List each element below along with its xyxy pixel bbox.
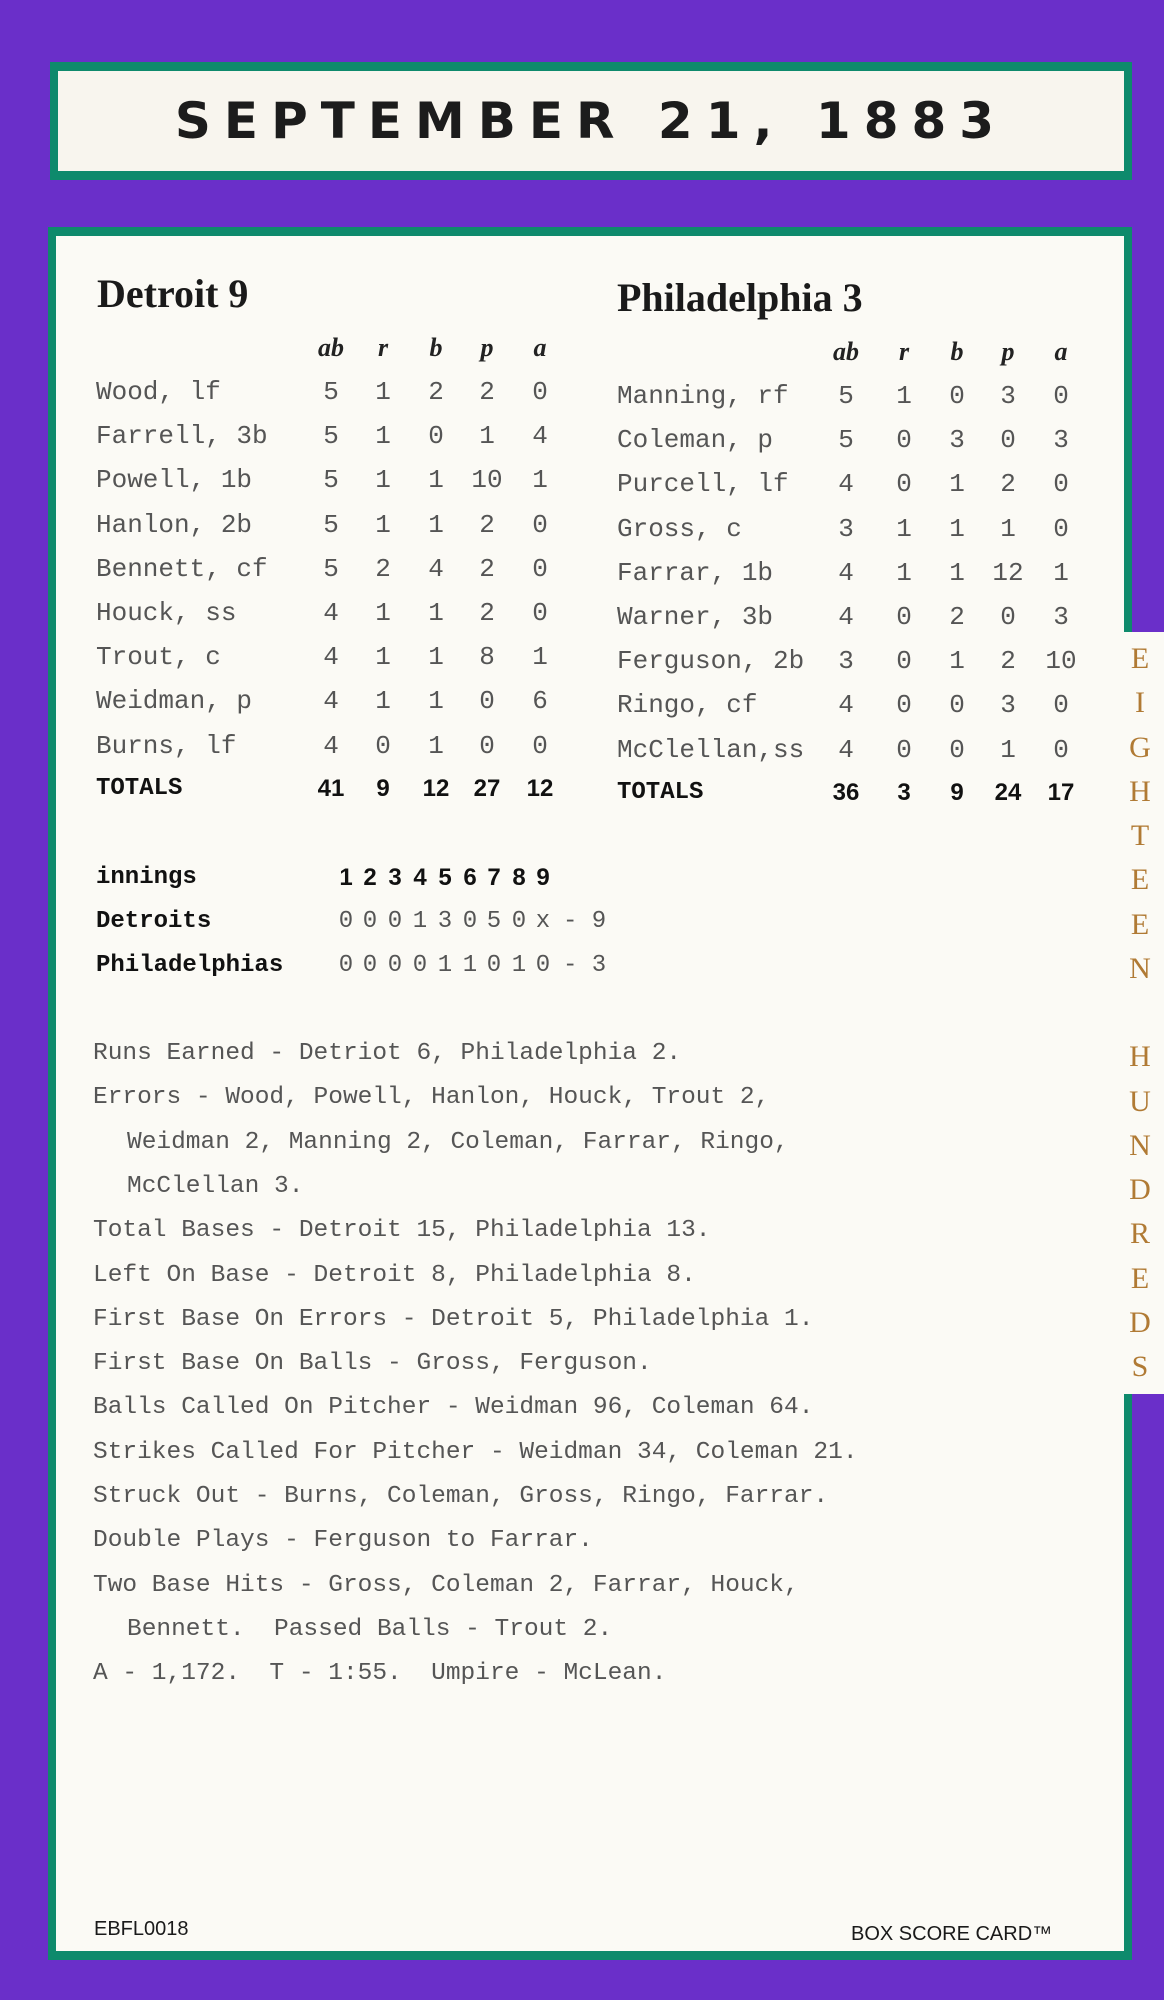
away-col-header-r: r — [898, 337, 910, 366]
side-tab-letter: T — [1130, 819, 1150, 852]
inning-score: 3 — [437, 908, 453, 935]
side-tab-label — [1116, 642, 1164, 1384]
away-stat-a: 10 — [1045, 646, 1077, 677]
away-stat-r: 1 — [896, 557, 912, 588]
home-stat-a: 1 — [532, 465, 548, 496]
home-stat-ab: 5 — [323, 421, 339, 452]
home-stat-a: 6 — [532, 686, 548, 717]
away-stat-r: 0 — [896, 734, 912, 765]
home-player-name: Hanlon, 2b — [96, 509, 253, 540]
inning-score: 0 — [387, 952, 403, 979]
side-tab-letter: S — [1131, 1350, 1149, 1383]
away-stat-r: 0 — [896, 469, 912, 500]
home-stat-p: 10 — [471, 465, 503, 496]
away-stat-a: 3 — [1053, 602, 1069, 632]
side-tab-letter: E — [1130, 863, 1150, 897]
game-note: Runs Earned - Detriot 6, Philadelphia 2. — [93, 1040, 682, 1067]
home-stat-p: 2 — [479, 509, 495, 540]
home-player-name: Burns, lf — [96, 730, 237, 761]
away-team-title: Philadelphia 3 — [617, 275, 863, 320]
away-stat-p: 2 — [1000, 469, 1016, 500]
home-player-name: Powell, 1b — [96, 465, 253, 496]
home-stat-a: 0 — [532, 730, 548, 761]
home-total-b: 12 — [422, 775, 450, 802]
home-stat-p: 0 — [479, 686, 495, 717]
home-stat-b: 1 — [428, 686, 444, 717]
home-stat-ab: 5 — [323, 465, 339, 496]
inning-score: 0 — [535, 952, 551, 979]
home-player-name: Trout, c — [96, 642, 221, 673]
home-stat-ab: 4 — [323, 686, 339, 717]
inning-number: 2 — [363, 864, 377, 891]
away-stat-b: 1 — [949, 557, 965, 588]
away-stat-b: 1 — [949, 513, 965, 544]
home-stat-r: 1 — [375, 377, 391, 407]
inning-number: 1 — [339, 864, 353, 891]
inning-number: 6 — [463, 864, 477, 891]
inning-number: 7 — [487, 864, 501, 891]
home-stat-r: 1 — [375, 642, 391, 673]
away-stat-b: 0 — [949, 381, 965, 411]
home-col-header-ab: ab — [318, 333, 344, 362]
home-stat-b: 1 — [428, 642, 444, 673]
home-stat-p: 8 — [479, 642, 495, 673]
away-col-header-a: a — [1054, 337, 1068, 366]
game-note: Balls Called On Pitcher - Weidman 96, Coleman 64. — [93, 1394, 814, 1422]
inning-score: 0 — [486, 952, 502, 979]
away-total-p: 24 — [994, 779, 1022, 806]
home-stat-a: 0 — [532, 377, 548, 407]
away-col-header-p: p — [1001, 337, 1015, 366]
game-note: Weidman 2, Manning 2, Coleman, Farrar, Ringo, — [127, 1128, 789, 1156]
away-total-a: 17 — [1047, 779, 1075, 806]
inning-number: 3 — [388, 864, 402, 891]
inning-score: 0 — [362, 952, 378, 979]
home-stat-b: 1 — [428, 730, 444, 761]
inning-score: 1 — [412, 908, 428, 935]
away-total-ab: 36 — [832, 779, 860, 806]
inning-score: 0 — [387, 908, 403, 935]
home-player-name: Wood, lf — [96, 377, 221, 407]
home-stat-r: 1 — [375, 509, 391, 540]
home-stat-p: 1 — [479, 421, 495, 452]
inning-score: 1 — [437, 952, 453, 979]
home-stat-ab: 5 — [323, 377, 339, 407]
home-stat-ab: 4 — [323, 730, 339, 761]
side-tab-letter — [1136, 996, 1144, 1030]
home-stat-p: 2 — [479, 598, 495, 628]
side-tab-letter: N — [1129, 951, 1151, 985]
away-player-name: Ferguson, 2b — [617, 646, 805, 677]
home-player-name: Farrell, 3b — [96, 421, 268, 452]
home-player-name: Weidman, p — [96, 686, 253, 717]
game-note: First Base On Errors - Detroit 5, Philadelphia 1. — [93, 1305, 814, 1333]
away-stat-a: 0 — [1053, 690, 1069, 721]
header-panel — [58, 71, 1124, 171]
away-total-b: 9 — [950, 779, 964, 806]
home-stat-p: 0 — [479, 730, 495, 761]
away-stat-p: 12 — [992, 557, 1024, 588]
away-stat-r: 0 — [896, 425, 912, 456]
linescore-total: - 9 — [563, 908, 607, 935]
away-stat-ab: 4 — [838, 557, 854, 588]
game-note: Two Base Hits - Gross, Coleman 2, Farrar, Houck, — [93, 1571, 799, 1599]
away-stat-ab: 4 — [838, 734, 854, 765]
side-tab-letter: G — [1129, 730, 1151, 764]
away-stat-p: 1 — [1000, 734, 1016, 765]
home-stat-r: 1 — [375, 421, 391, 452]
away-stat-a: 0 — [1053, 469, 1069, 500]
home-player-name: Bennett, cf — [96, 553, 268, 584]
away-stat-p: 0 — [1000, 602, 1016, 632]
away-stat-a: 3 — [1053, 425, 1069, 456]
game-note: Double Plays - Ferguson to Farrar. — [93, 1527, 593, 1555]
game-note: Bennett. Passed Balls - Trout 2. — [127, 1615, 613, 1643]
innings-label: innings — [96, 864, 197, 891]
away-player-name: Warner, 3b — [617, 602, 774, 632]
home-stat-b: 0 — [428, 421, 444, 452]
inning-score: 0 — [338, 908, 354, 935]
side-tab-letter: R — [1129, 1217, 1150, 1251]
game-note: Strikes Called For Pitcher - Weidman 34, Coleman 21. — [93, 1438, 858, 1466]
inning-score: x — [535, 908, 551, 935]
away-stat-ab: 3 — [838, 646, 854, 677]
away-stat-r: 1 — [896, 381, 912, 411]
away-stat-a: 0 — [1053, 734, 1069, 765]
away-player-name: Purcell, lf — [617, 469, 789, 500]
away-player-name: Gross, c — [617, 513, 742, 544]
side-tab-letter: H — [1129, 774, 1151, 808]
header-frame — [50, 62, 1132, 180]
away-stat-r: 0 — [896, 646, 912, 677]
away-stat-a: 0 — [1053, 513, 1069, 544]
home-col-header-p: p — [480, 333, 494, 362]
home-stat-r: 1 — [375, 598, 391, 628]
home-total-r: 9 — [376, 775, 390, 802]
side-tab — [1116, 632, 1164, 1394]
inning-score: 0 — [412, 952, 428, 979]
away-col-header-b: b — [950, 337, 964, 366]
away-stat-r: 0 — [896, 602, 912, 632]
away-stat-p: 2 — [1000, 646, 1016, 677]
game-note: Total Bases - Detroit 15, Philadelphia 13. — [93, 1217, 711, 1245]
home-player-name: Houck, ss — [96, 598, 237, 628]
home-total-p: 27 — [473, 775, 501, 802]
inning-number: 8 — [512, 864, 526, 891]
home-totals-label: TOTALS — [96, 775, 183, 802]
inning-number: 9 — [536, 864, 550, 891]
home-stat-a: 0 — [532, 553, 548, 584]
away-player-name: Manning, rf — [617, 381, 789, 411]
home-stat-b: 4 — [428, 553, 444, 584]
home-stat-r: 0 — [375, 730, 391, 761]
game-note: First Base On Balls - Gross, Ferguson. — [93, 1350, 652, 1378]
away-stat-p: 0 — [1000, 425, 1016, 456]
home-col-header-r: r — [377, 333, 389, 362]
away-stat-a: 1 — [1053, 557, 1069, 588]
side-tab-letter: U — [1129, 1084, 1151, 1118]
home-stat-b: 1 — [428, 598, 444, 628]
game-note: Errors - Wood, Powell, Hanlon, Houck, Trout 2, — [93, 1084, 770, 1112]
away-stat-b: 1 — [949, 646, 965, 677]
page-title: SEPTEMBER 21, 1883 — [174, 92, 1008, 150]
side-tab-letter: H — [1129, 1040, 1151, 1074]
side-tab-letter: E — [1130, 642, 1150, 675]
home-stat-b: 1 — [428, 509, 444, 540]
home-stat-r: 1 — [375, 686, 391, 717]
home-stat-ab: 5 — [323, 553, 339, 584]
away-totals-label: TOTALS — [617, 779, 704, 806]
game-note: Struck Out - Burns, Coleman, Gross, Ringo, Farrar. — [93, 1483, 829, 1510]
inning-score: 0 — [362, 908, 378, 935]
home-stat-a: 0 — [532, 598, 548, 628]
home-stat-a: 1 — [532, 642, 548, 673]
inning-number: 4 — [413, 864, 427, 891]
away-col-header-ab: ab — [833, 337, 859, 366]
away-total-r: 3 — [897, 779, 911, 806]
home-stat-ab: 5 — [323, 509, 339, 540]
away-stat-b: 3 — [949, 425, 965, 456]
side-tab-letter: D — [1129, 1173, 1151, 1206]
away-player-name: McClellan,ss — [617, 734, 805, 765]
away-stat-b: 1 — [949, 469, 965, 500]
home-stat-ab: 4 — [323, 598, 339, 628]
away-player-name: Farrar, 1b — [617, 557, 774, 588]
home-stat-r: 1 — [375, 465, 391, 496]
away-stat-p: 3 — [1000, 381, 1016, 411]
inning-score: 5 — [486, 908, 502, 935]
home-stat-b: 2 — [428, 377, 444, 407]
home-stat-r: 2 — [375, 553, 391, 584]
game-note: A - 1,172. T - 1:55. Umpire - McLean. — [93, 1660, 667, 1688]
inning-number: 5 — [438, 864, 452, 891]
away-stat-b: 2 — [949, 602, 965, 632]
away-stat-p: 1 — [1000, 513, 1016, 544]
away-player-name: Ringo, cf — [617, 690, 758, 721]
home-stat-p: 2 — [479, 377, 495, 407]
side-tab-letter: N — [1129, 1128, 1151, 1162]
side-tab-letter: E — [1130, 907, 1150, 941]
card-code: EBFL0018 — [94, 1918, 189, 1940]
game-note: Left On Base - Detroit 8, Philadelphia 8. — [93, 1261, 696, 1289]
home-team-title: Detroit 9 — [97, 271, 249, 316]
side-tab-letter: D — [1129, 1305, 1151, 1339]
away-stat-ab: 4 — [838, 469, 854, 500]
inning-score: 1 — [462, 952, 478, 979]
away-stat-p: 3 — [1000, 690, 1016, 721]
card-brand: BOX SCORE CARD™ — [851, 1923, 1053, 1945]
side-tab-letter: E — [1130, 1261, 1150, 1295]
side-tab-letter: I — [1135, 686, 1145, 720]
linescore-total: - 3 — [563, 952, 607, 979]
away-stat-ab: 5 — [838, 425, 854, 456]
linescore-team: Detroits — [96, 908, 212, 935]
home-total-a: 12 — [526, 775, 554, 802]
home-stat-b: 1 — [428, 465, 444, 496]
inning-score: 0 — [338, 952, 354, 979]
game-note: McClellan 3. — [127, 1172, 304, 1200]
home-stat-a: 4 — [532, 421, 548, 452]
home-total-ab: 41 — [317, 775, 345, 802]
home-col-header-b: b — [429, 333, 443, 362]
inning-score: 0 — [511, 908, 527, 935]
home-stat-a: 0 — [532, 509, 548, 540]
home-col-header-a: a — [533, 333, 547, 362]
away-stat-b: 0 — [949, 734, 965, 765]
away-stat-ab: 4 — [838, 690, 854, 721]
away-stat-a: 0 — [1053, 381, 1069, 411]
away-stat-r: 1 — [896, 513, 912, 544]
away-stat-r: 0 — [896, 690, 912, 721]
away-stat-ab: 4 — [838, 602, 854, 632]
away-stat-ab: 5 — [838, 381, 854, 411]
away-player-name: Coleman, p — [617, 425, 774, 456]
away-stat-b: 0 — [949, 690, 965, 721]
linescore-team: Philadelphias — [96, 952, 284, 979]
away-stat-ab: 3 — [838, 513, 854, 544]
inning-score: 0 — [462, 908, 478, 935]
home-stat-ab: 4 — [323, 642, 339, 673]
home-stat-p: 2 — [479, 553, 495, 584]
inning-score: 1 — [511, 952, 527, 979]
